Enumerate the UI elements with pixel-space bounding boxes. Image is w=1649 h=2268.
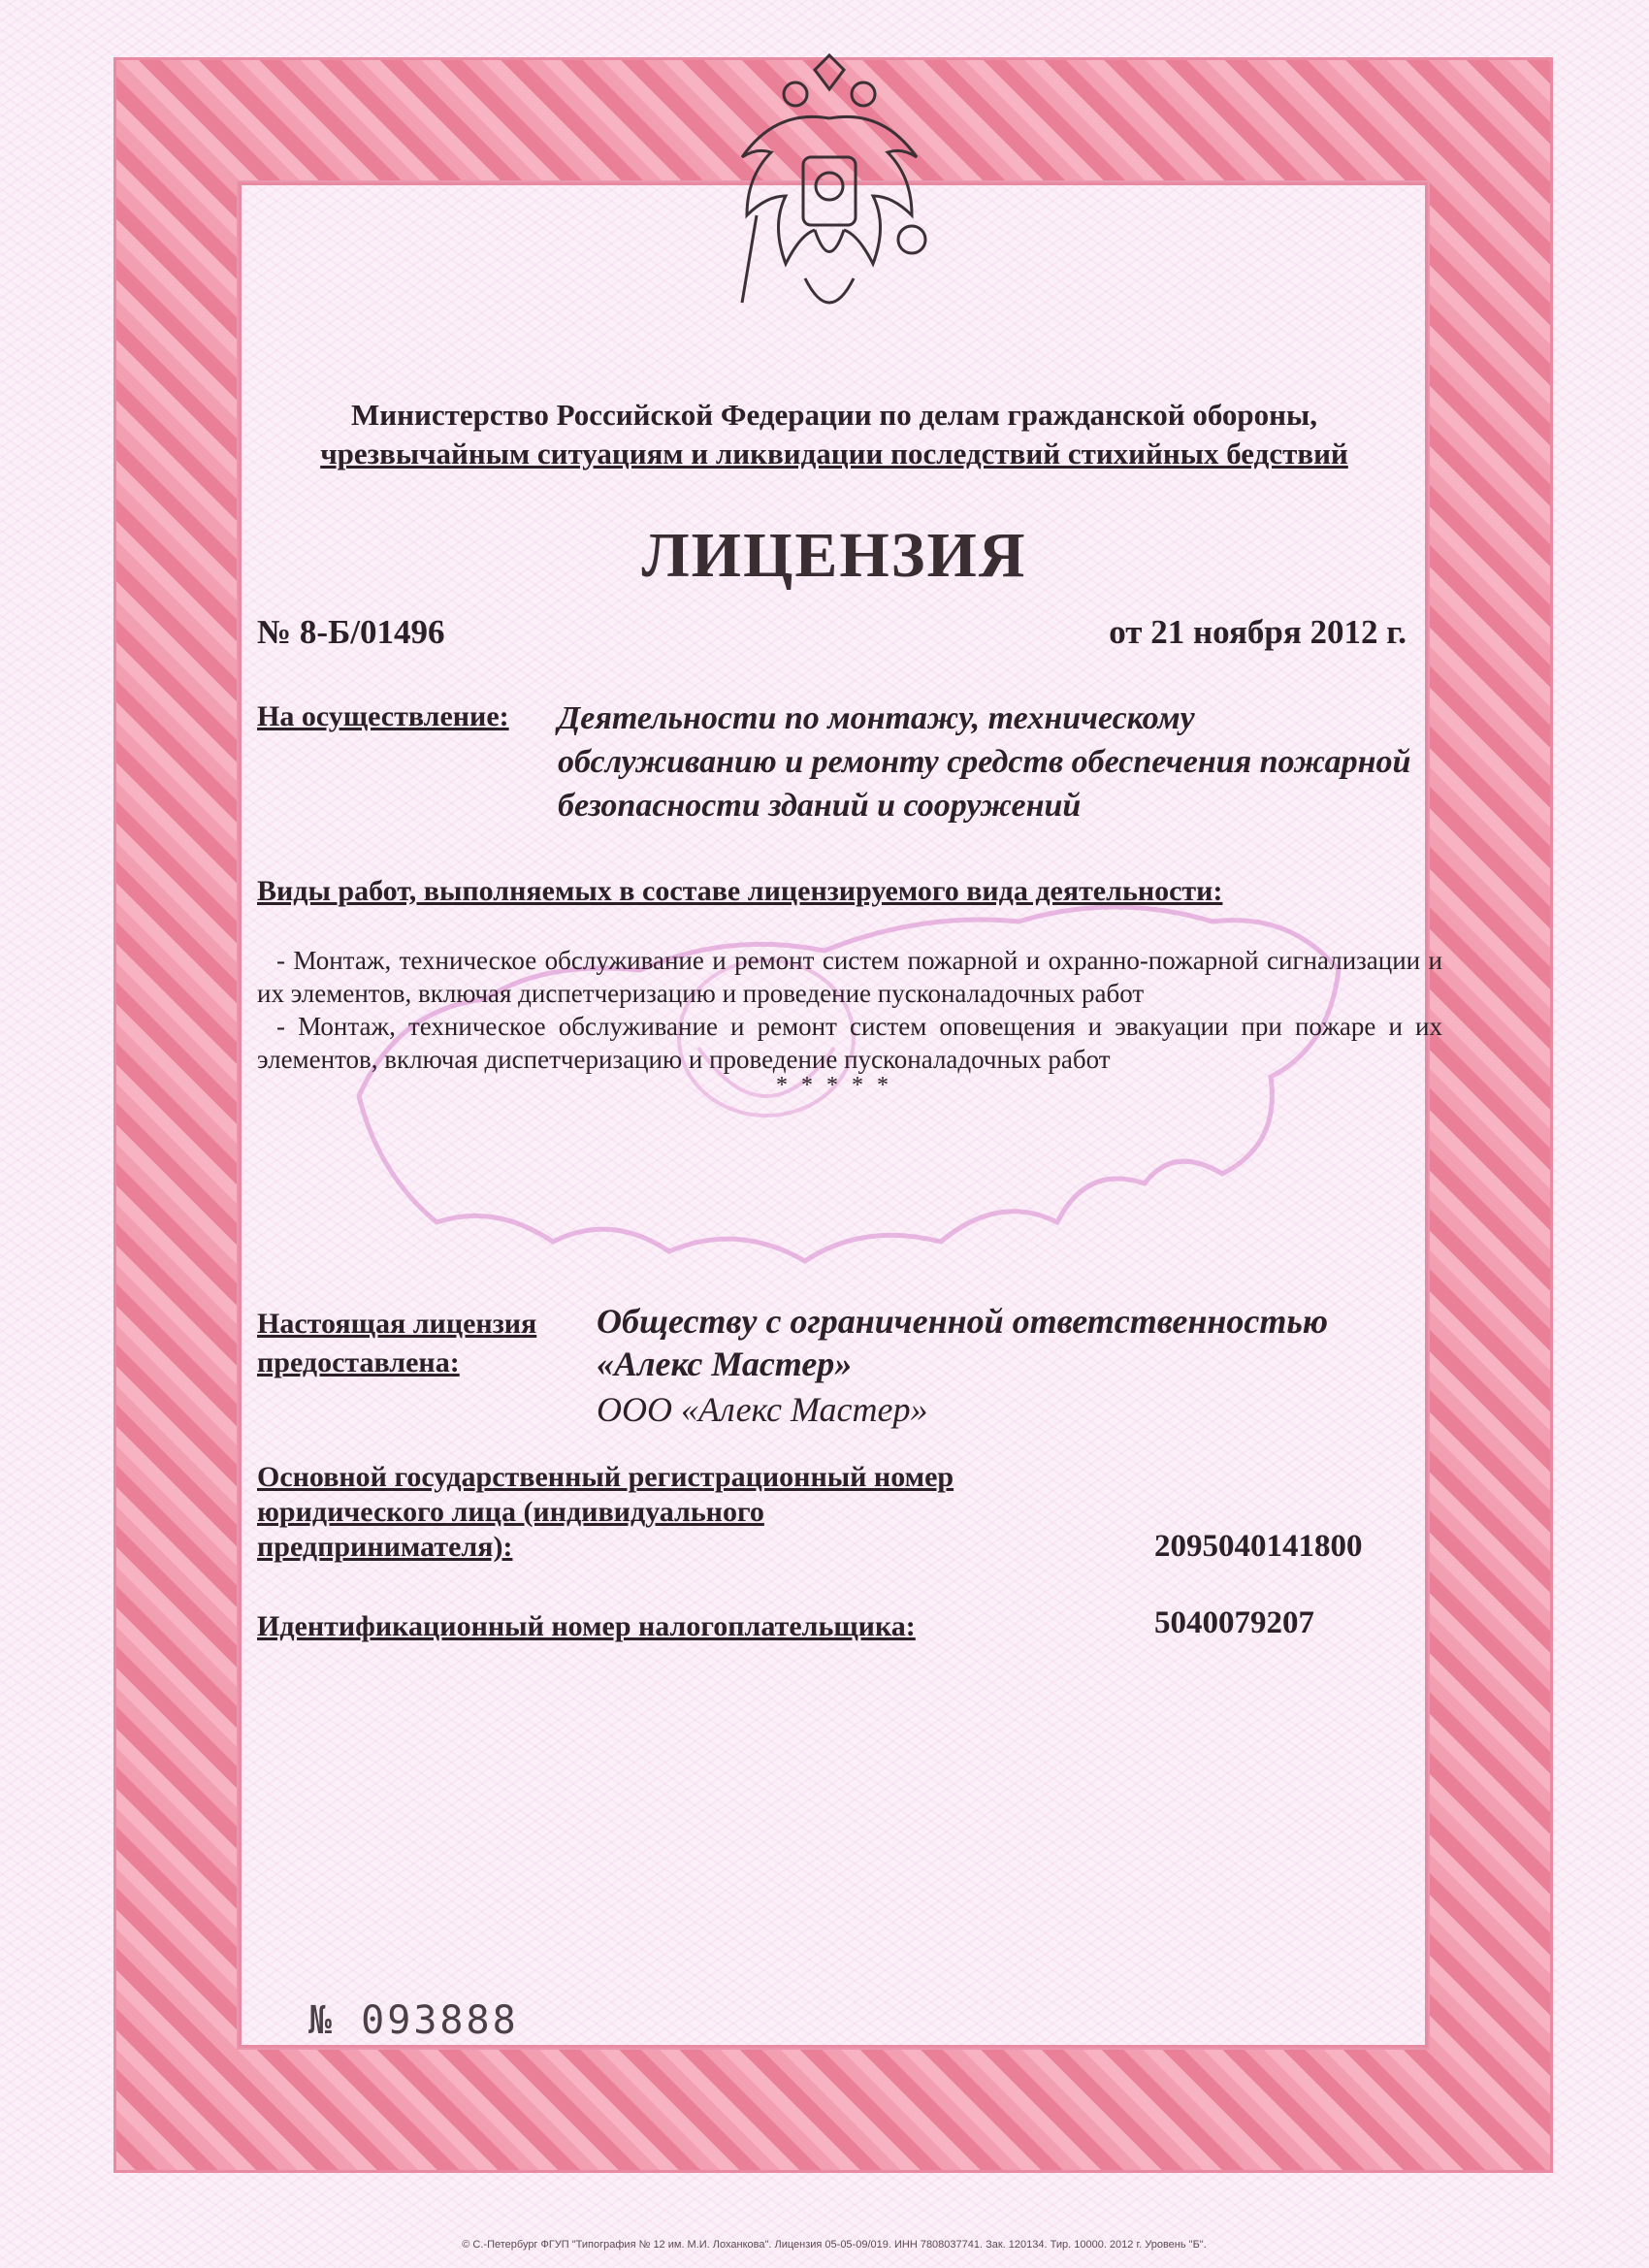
ministry-header-line1: Министерство Российской Федерации по делам гражданской обороны, — [351, 398, 1317, 432]
printer-imprint: © С.-Петербург ФГУП "Типография № 12 им. М.И. Лоханкова". Лицензия 05-05-09/019. ИНН 7808037741. Зак. 120134. Тир. 10000. 2012 г. Уровень "Б". — [462, 2239, 1207, 2251]
coat-of-arms-icon — [718, 50, 941, 341]
ogrn-label: Основной государственный регистрационный номер юридического лица (индивидуального предпринимателя): — [257, 1461, 954, 1563]
document-title: ЛИЦЕНЗИЯ — [641, 520, 1027, 591]
serial-number: № 093888 — [308, 1998, 519, 2043]
holder-short-name: ООО «Алекс Мастер» — [597, 1390, 928, 1429]
works-item: - Монтаж, техническое обслуживание и ремонт систем пожарной и охранно-пожарной сигнализации и их элементов, включая диспетчеризацию и проведение пусконаладочных работ — [257, 946, 1442, 1008]
license-number: № 8-Б/01496 — [257, 613, 445, 651]
works-label: Виды работ, выполняемых в составе лицензируемого вида деятельности: — [257, 875, 1223, 907]
ministry-header-line2: чрезвычайным ситуациям и ликвидации последствий стихийных бедствий — [320, 437, 1348, 470]
license-date: от 21 ноября 2012 г. — [1109, 613, 1406, 651]
ministry-header — [252, 396, 1416, 473]
activity-label: На осуществление: — [257, 700, 509, 732]
inn-label: Идентификационный номер налогоплательщика: — [257, 1610, 916, 1642]
works-item: - Монтаж, техническое обслуживание и ремонт систем оповещения и эвакуации при пожаре и их элементов, включая диспетчеризацию и проведение пусконаладочных работ — [257, 1012, 1442, 1074]
activity-text: Деятельности по монтажу, техническому обслуживанию и ремонту средств обеспечения пожарной безопасности зданий и сооружений — [558, 700, 1411, 824]
inn-value: 5040079207 — [1154, 1605, 1314, 1640]
stars-separator: * * * * * — [776, 1073, 892, 1098]
holder-label: Настоящая лицензия предоставлена: — [257, 1308, 537, 1378]
holder-full-name: Обществу с ограниченной ответственностью «Алекс Мастер» — [597, 1302, 1329, 1383]
works-list — [257, 944, 1442, 1076]
ogrn-value: 2095040141800 — [1154, 1529, 1363, 1564]
